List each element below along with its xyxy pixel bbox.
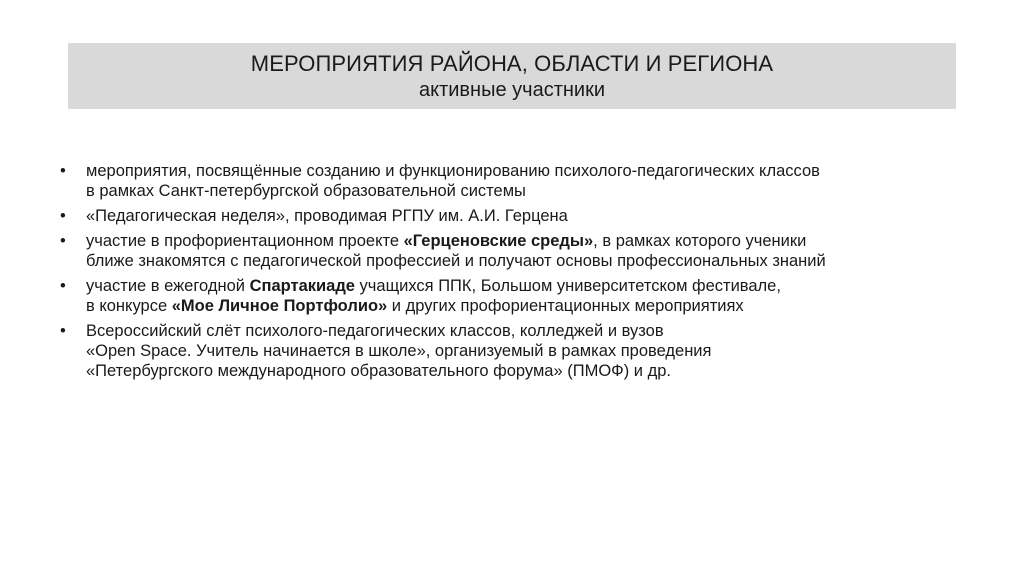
- bullet-text: участие в профориентационном проекте: [86, 232, 404, 250]
- bold-contest-name: «Мое Личное Портфолио»: [171, 297, 388, 315]
- bullet-line: [86, 341, 978, 361]
- slide-title: МЕРОПРИЯТИЯ РАЙОНА, ОБЛАСТИ И РЕГИОНА: [250, 51, 774, 76]
- bullet-text: , в рамках которого ученики: [593, 232, 807, 250]
- bullet-text: участие в ежегодной: [86, 277, 250, 295]
- bullet-line: [86, 321, 978, 341]
- slide-subtitle: активные участники: [419, 79, 605, 101]
- bullet-text: «Петербургского международного образовательного форума» (ПМОФ) и др.: [86, 362, 671, 380]
- slide-title-box: [68, 43, 956, 109]
- bullet-list: [58, 161, 978, 386]
- bullet-text: учащихся ППК, Большом университетском фестивале,: [354, 277, 781, 295]
- bullet-item: [58, 206, 978, 226]
- bullet-text: ближе знакомятся с педагогической профессией и получают основы профессиональных знаний: [86, 252, 826, 270]
- bold-project-name: «Герценовские среды»: [403, 232, 594, 250]
- bullet-line: [86, 161, 978, 181]
- bullet-line: [86, 296, 978, 316]
- bullet-text: Всероссийский слёт психолого-педагогических классов, колледжей и вузов: [86, 322, 664, 340]
- bullet-marker: •: [60, 162, 66, 180]
- bullet-text: «Педагогическая неделя», проводимая РГПУ им. А.И. Герцена: [86, 207, 568, 225]
- bullet-marker: •: [60, 277, 66, 295]
- bullet-line: [86, 181, 978, 201]
- bullet-line: [86, 231, 978, 251]
- bullet-item: [58, 321, 978, 381]
- bullet-item: [58, 161, 978, 201]
- bold-event-name: Спартакиаде: [249, 277, 355, 295]
- bullet-line: [86, 251, 978, 271]
- bullet-text: в рамках Санкт-петербургской образовательной системы: [86, 182, 526, 200]
- bullet-text: «Open Space. Учитель начинается в школе», организуемый в рамках проведения: [86, 342, 712, 360]
- bullet-marker: •: [60, 232, 66, 250]
- bullet-line: [86, 276, 978, 296]
- bullet-marker: •: [60, 322, 66, 340]
- bullet-text: в конкурсе: [86, 297, 172, 315]
- bullet-line: [86, 361, 978, 381]
- bullet-item: [58, 231, 978, 271]
- bullet-line: [86, 206, 978, 226]
- bullet-marker: •: [60, 207, 66, 225]
- bullet-item: [58, 276, 978, 316]
- bullet-text: и других профориентационных мероприятиях: [387, 297, 744, 315]
- bullet-text: мероприятия, посвящённые созданию и функционированию психолого-педагогических классов: [86, 162, 820, 180]
